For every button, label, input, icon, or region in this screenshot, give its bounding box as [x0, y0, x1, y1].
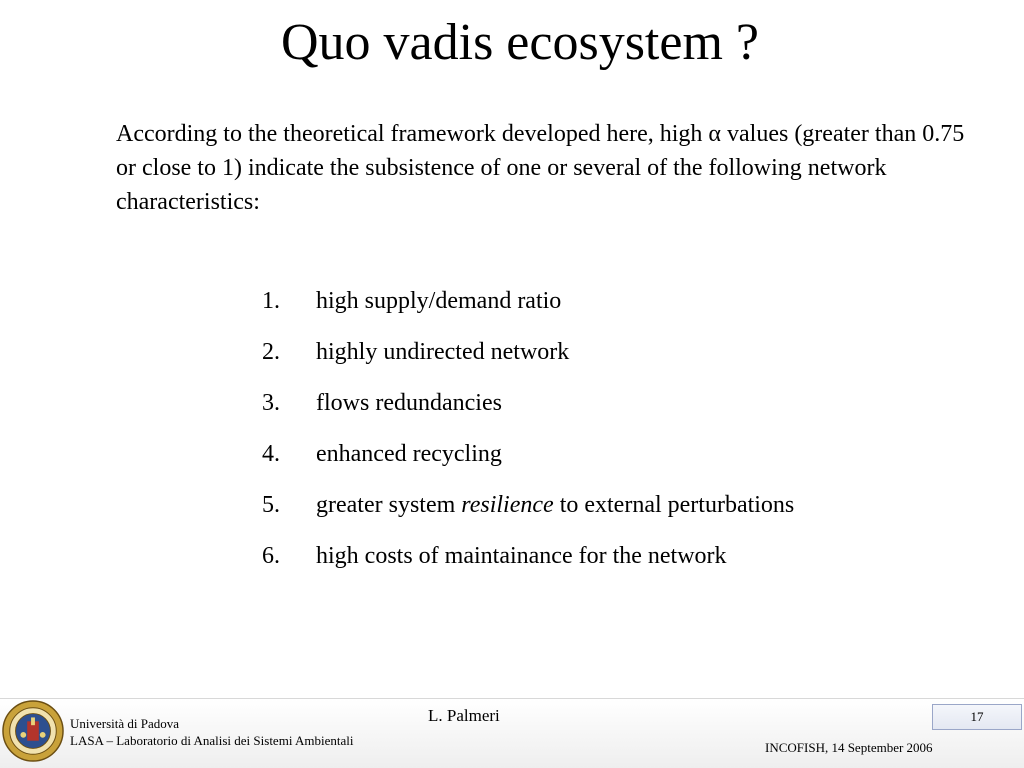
- list-item: [262, 282, 794, 333]
- intro-paragraph: According to the theoretical framework developed here, high α values (greater than 0.75 or close to 1) indicate the subsistence of one or several of the following network characteristics:: [116, 121, 965, 215]
- list-item-text-before: greater system: [316, 492, 462, 518]
- author-name: L. Palmeri: [428, 706, 500, 725]
- list-item-text-after: to external perturbations: [553, 492, 795, 518]
- list-item-number: 6.: [262, 543, 280, 569]
- list-item-text: highly undirected network: [316, 339, 570, 365]
- list-item-text: [316, 486, 794, 537]
- conference-info: INCOFISH, 14 September 2006: [765, 740, 933, 755]
- page-number: 17: [932, 704, 1022, 730]
- list-item: [262, 435, 794, 486]
- lab-name: LASA – Laboratorio di Analisi dei Sistemi Ambientali: [70, 733, 354, 748]
- list-item-text: high costs of maintainance for the network: [316, 543, 727, 569]
- list-item-text: flows redundancies: [316, 390, 502, 416]
- slide-title: Quo vadis ecosystem ?: [280, 14, 759, 71]
- university-name: Università di Padova: [70, 716, 180, 731]
- list-item-emphasis: resilience: [461, 492, 554, 518]
- characteristics-list: [262, 282, 794, 588]
- list-item-number: 3.: [262, 390, 280, 416]
- list-item-text: enhanced recycling: [316, 441, 502, 467]
- list-item: [262, 384, 794, 435]
- list-item-text: high supply/demand ratio: [316, 288, 562, 314]
- institution-info: [70, 715, 353, 749]
- university-seal-icon: [2, 700, 64, 762]
- list-item-number: 5.: [262, 492, 280, 518]
- list-item: [262, 486, 794, 537]
- list-item: [262, 333, 794, 384]
- list-item-number: 1.: [262, 288, 280, 314]
- list-item-number: 4.: [262, 441, 280, 467]
- list-item-number: 2.: [262, 339, 280, 365]
- list-item: [262, 537, 794, 588]
